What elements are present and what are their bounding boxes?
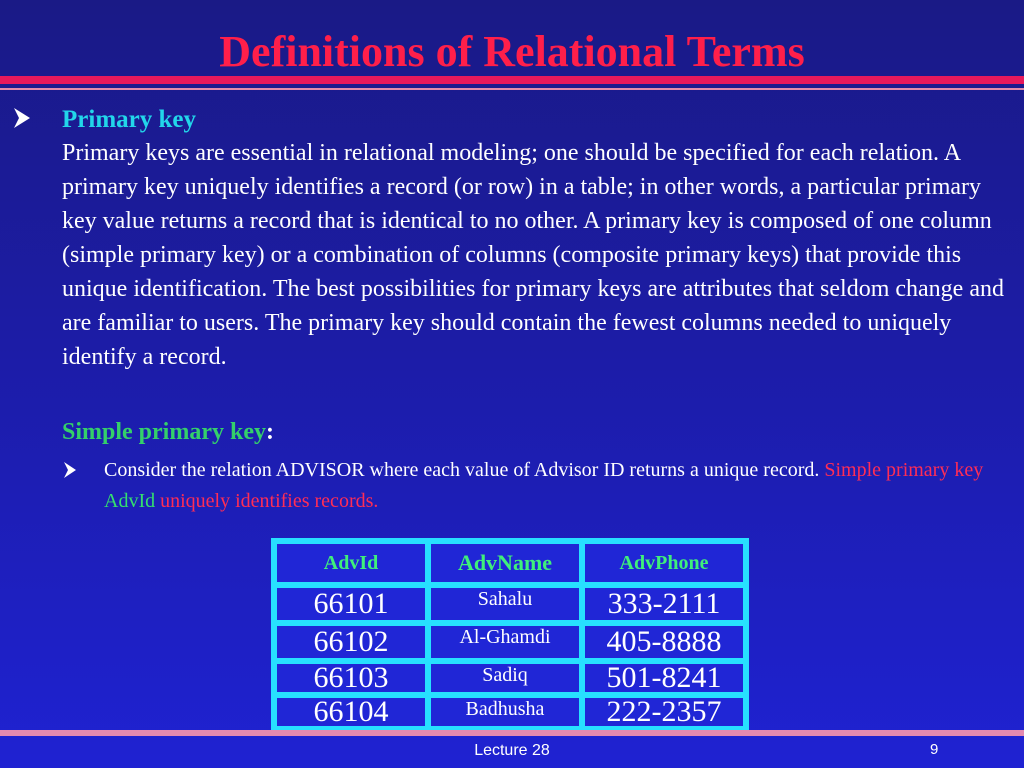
slide-title: Definitions of Relational Terms: [219, 27, 805, 76]
footer-lecture: Lecture 28: [474, 742, 550, 759]
cell-advid: 66101: [274, 585, 428, 623]
primary-key-heading: Primary key: [62, 106, 196, 133]
cell-advphone: 222-2357: [582, 695, 746, 729]
simple-primary-key-heading: [62, 416, 274, 448]
table-row: [274, 695, 746, 729]
column-header-advid: AdvId: [274, 541, 428, 585]
cell-advid: 66104: [274, 695, 428, 729]
cell-advphone: 501-8241: [582, 661, 746, 695]
table-row: [274, 585, 746, 623]
table-header-row: [274, 541, 746, 585]
simple-primary-key-label: Simple primary key: [62, 419, 266, 445]
footer-divider: [0, 730, 1024, 736]
example-sentence: Consider the relation ADVISOR where each value of Advisor ID returns a unique record.: [104, 459, 820, 481]
cell-advname: Al-Ghamdi: [428, 623, 582, 661]
title-divider-thin: [0, 88, 1024, 90]
advisor-example-text: [104, 455, 984, 517]
heading-colon: :: [266, 419, 274, 445]
title-divider: [0, 76, 1024, 84]
table-row: [274, 623, 746, 661]
column-header-advname: AdvName: [428, 541, 582, 585]
page-number: 9: [930, 741, 939, 758]
cell-advid: 66103: [274, 661, 428, 695]
example-key-name: AdvId: [104, 490, 156, 512]
cell-advid: 66102: [274, 623, 428, 661]
advisor-table: [271, 538, 749, 732]
arrow-bullet-icon: [62, 460, 78, 480]
cell-advname: Sadiq: [428, 661, 582, 695]
column-header-advphone: AdvPhone: [582, 541, 746, 585]
cell-advname: Badhusha: [428, 695, 582, 729]
arrow-bullet-icon: [12, 106, 32, 130]
cell-advphone: 333-2111: [582, 585, 746, 623]
example-red-phrase-1: Simple primary key: [824, 459, 984, 481]
cell-advphone: 405-8888: [582, 623, 746, 661]
table-row: [274, 661, 746, 695]
example-red-phrase-2: uniquely identifies records.: [160, 490, 379, 512]
cell-advname: Sahalu: [428, 585, 582, 623]
primary-key-definition: Primary keys are essential in relational modeling; one should be specified for each relation. A primary key uniquely identifies a record (or row) in a table; in other words, a particular primary key value returns a record that is identical to no other. A primary key is composed of one column (simple primary key) or a combination of columns (composite primary keys) that provide this unique identification. The best possibilities for primary keys are attributes that seldom change and are familiar to users. The primary key should contain the fewest columns needed to uniquely identify a record.: [62, 140, 1004, 370]
